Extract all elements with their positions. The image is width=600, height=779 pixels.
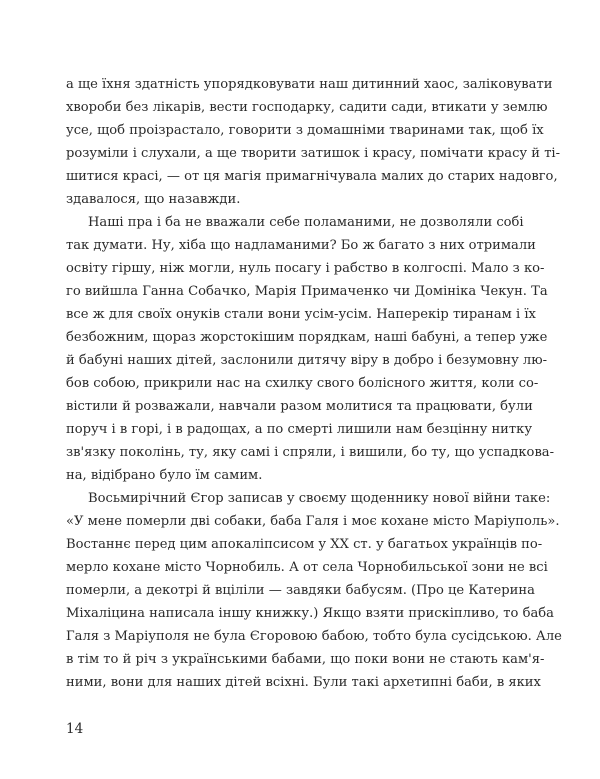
text-line: Галя з Маріуполя не була Єгоровою бабою, тобто була сусідською. Але [66, 629, 562, 644]
text-line: й бабуні наших дітей, заслонили дитячу віру в добро і безумовну лю- [66, 353, 548, 368]
body-text [66, 73, 562, 694]
text-line: поруч і в горі, і в радощах, а по смерті лишили нам безцінну нитку [66, 422, 533, 437]
text-line: безбожним, щораз жорстокішим порядкам, наші бабуні, а тепер уже [66, 330, 548, 345]
text-line: хвороби без лікарів, вести господарку, садити сади, втикати у землю [66, 100, 548, 115]
text-line: го вийшла Ганна Собачко, Марія Примаченко чи Домініка Чекун. Та [66, 284, 548, 299]
text-line: Восьмирічний Єгор записав у своєму щоденнику нової війни таке: [88, 491, 551, 506]
page-number: 14 [66, 721, 84, 737]
text-line: в тім то й річ з українськими бабами, що поки вони не стають кам'я- [66, 652, 545, 667]
text-line: Востаннє перед цим апокаліпсисом у ХХ ст. у багатьох українців по- [66, 537, 543, 552]
text-line: бов собою, прикрили нас на схилку свого болісного життя, коли со- [66, 376, 539, 391]
text-line: а ще їхня здатність упорядковувати наш дитинний хаос, заліковувати [66, 77, 553, 92]
text-line: здавалося, що назавжди. [66, 192, 241, 207]
text-line: Наші пра і ба не вважали себе поламаними, не дозволяли собі [88, 215, 524, 230]
text-line: все ж для своїх онуків стали вони усім-усім. Наперекір тиранам і їх [66, 307, 536, 322]
text-line: розуміли і слухали, а ще творити затишок і красу, помічати красу й ті- [66, 146, 561, 161]
text-line: зв'язку поколінь, ту, яку самі і спряли, і вишили, бо ту, що успадкова- [66, 445, 555, 460]
text-line: ними, вони для наших дітей всіхні. Були такі архетипні баби, в яких [66, 675, 541, 690]
text-line: освіту гіршу, ніж могли, нуль посагу і рабство в колгоспі. Мало з ко- [66, 261, 545, 276]
text-line: шитися красі, — от ця магія примагнічувала малих до старих надовго, [66, 169, 558, 184]
text-line: усе, щоб проізрастало, говорити з домашніми тваринами так, щоб їх [66, 123, 544, 138]
text-line: так думати. Ну, хіба що надламаними? Бо ж багато з них отримали [66, 238, 536, 253]
text-line: мерло кохане місто Чорнобиль. А от села Чорнобильської зони не всі [66, 560, 548, 575]
text-line: «У мене померли дві собаки, баба Галя і моє кохане місто Маріуполь». [66, 514, 560, 529]
text-line: на, відібрано було їм самим. [66, 468, 263, 483]
text-line: вістили й розважали, навчали разом молитися та працювати, були [66, 399, 533, 414]
text-line: Міхаліцина написала іншу книжку.) Якщо взяти прискіпливо, то баба [66, 606, 554, 621]
text-line: померли, а декотрі й вціліли — завдяки бабусям. (Про це Катерина [66, 583, 535, 598]
